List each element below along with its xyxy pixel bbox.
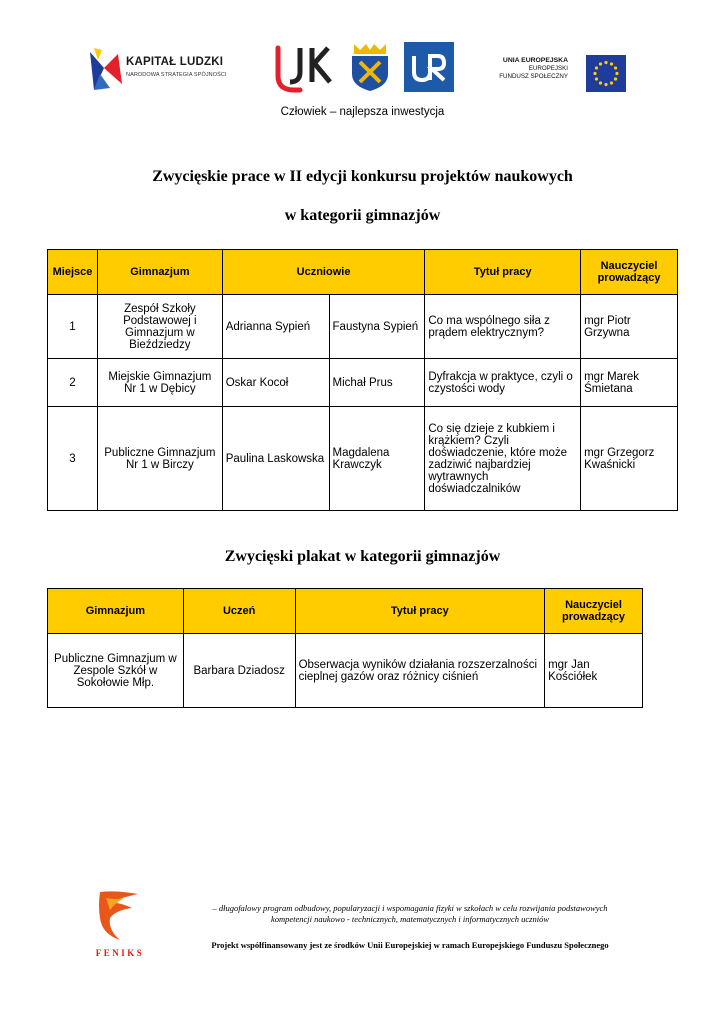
school-cell: Zespół Szkoły Podstawowej i Gimnazjum w Bieździedzy (97, 295, 222, 359)
school-cell: Miejskie Gimnazjum Nr 1 w Dębicy (97, 359, 222, 407)
table-row (48, 634, 643, 708)
eu-line2: EUROPEJSKI (528, 65, 568, 72)
footer-description (170, 903, 650, 925)
place-cell: 2 (48, 359, 98, 407)
header-work: Tytuł pracy (295, 589, 544, 634)
footer-desc-line1: – długofalowy program odbudowy, popularyzacji i wspomagania fizyki w szkołach w celu rozwijania podstawowych (212, 903, 608, 913)
table-row (48, 295, 678, 359)
work-title-cell: Obserwacja wyników działania rozszerzalności cieplnej gazów oraz różnicy ciśnień (295, 634, 544, 708)
eu-star-icon (599, 81, 602, 84)
university-crest-icon (348, 42, 392, 92)
teacher-cell: mgr Grzegorz Kwaśnicki (581, 407, 678, 511)
eu-star-icon (615, 72, 618, 75)
header-student: Uczeń (183, 589, 295, 634)
header-place: Miejsce (48, 250, 98, 295)
eu-star-icon (604, 83, 607, 86)
eu-star-icon (595, 66, 598, 69)
table-row (48, 359, 678, 407)
header-school: Gimnazjum (97, 250, 222, 295)
place-cell: 3 (48, 407, 98, 511)
eu-star-icon (595, 77, 598, 80)
eu-logo (492, 55, 632, 95)
student-cell: Adrianna Sypień (222, 295, 329, 359)
teacher-cell: mgr Piotr Grzywna (581, 295, 678, 359)
eu-star-icon (610, 81, 613, 84)
eu-star-icon (614, 66, 617, 69)
place-cell: 1 (48, 295, 98, 359)
teacher-cell: mgr Marek Śmietana (581, 359, 678, 407)
eu-star-icon (614, 77, 617, 80)
eu-star-icon (610, 62, 613, 65)
kapital-ludzki-logo (88, 44, 228, 96)
kapital-ludzki-icon (88, 44, 124, 92)
student-cell: Faustyna Sypień (329, 295, 425, 359)
school-cell: Publiczne Gimnazjum w Zespole Szkół w Sokołowie Młp. (48, 634, 184, 708)
eu-star-icon (599, 62, 602, 65)
work-title-cell: Dyfrakcja w praktyce, czyli o czystości wody (425, 359, 581, 407)
table-row (48, 407, 678, 511)
projects-table (47, 249, 678, 511)
poster-table (47, 588, 643, 708)
header-teacher: Nauczyciel prowadzący (545, 589, 643, 634)
section1-title: Zwycięskie prace w II edycji konkursu projektów naukowych (152, 168, 573, 185)
eu-text (492, 57, 568, 81)
work-title-cell: Co się dzieje z kubkiem i krążkiem? Czyli doświadczenie, które może zadziwić najbardziej wytrawnych doświadczalników (425, 407, 581, 511)
kl-title: KAPITAŁ LUDZKI (126, 56, 224, 68)
eu-line1: UNIA EUROPEJSKA (502, 57, 568, 64)
header-school: Gimnazjum (48, 589, 184, 634)
school-cell: Publiczne Gimnazjum Nr 1 w Birczy (97, 407, 222, 511)
student-cell: Paulina Laskowska (222, 407, 329, 511)
feniks-label: FENIKS (95, 948, 145, 958)
ur-logo (404, 42, 454, 92)
student-cell: Michał Prus (329, 359, 425, 407)
uj-logo (268, 42, 338, 94)
work-title-cell: Co ma wspólnego siła z prądem elektrycznym? (425, 295, 581, 359)
header-students: Uczniowie (222, 250, 425, 295)
footer-desc-line2: kompetencji naukowo - technicznych, matematycznych i informatycznych uczniów (270, 914, 550, 924)
eu-line3: FUNDUSZ SPOŁECZNY (499, 73, 568, 80)
eu-star-icon (593, 72, 596, 75)
student-cell: Magdalena Krawczyk (329, 407, 425, 511)
teacher-cell: mgr Jan Kościółek (545, 634, 643, 708)
section2-title: Zwycięski plakat w kategorii gimnazjów (224, 548, 501, 565)
phoenix-icon (86, 888, 154, 946)
section1-subtitle: w kategorii gimnazjów (284, 207, 441, 224)
eu-star-icon (604, 61, 607, 64)
kl-subtitle: NARODOWA STRATEGIA SPÓJNOŚCI (126, 72, 227, 78)
footer-funding: Projekt współfinansowany jest ze środków Unii Europejskiej w ramach Europejskiego Funduszu Społecznego (211, 940, 609, 950)
student-cell: Barbara Dziadosz (183, 634, 295, 708)
tagline: Człowiek – najlepsza inwestycja (280, 106, 445, 118)
student-cell: Oskar Kocoł (222, 359, 329, 407)
eu-flag-icon (586, 55, 626, 92)
feniks-logo (86, 888, 154, 958)
header-teacher: Nauczyciel prowadzący (581, 250, 678, 295)
header-work: Tytuł pracy (425, 250, 581, 295)
